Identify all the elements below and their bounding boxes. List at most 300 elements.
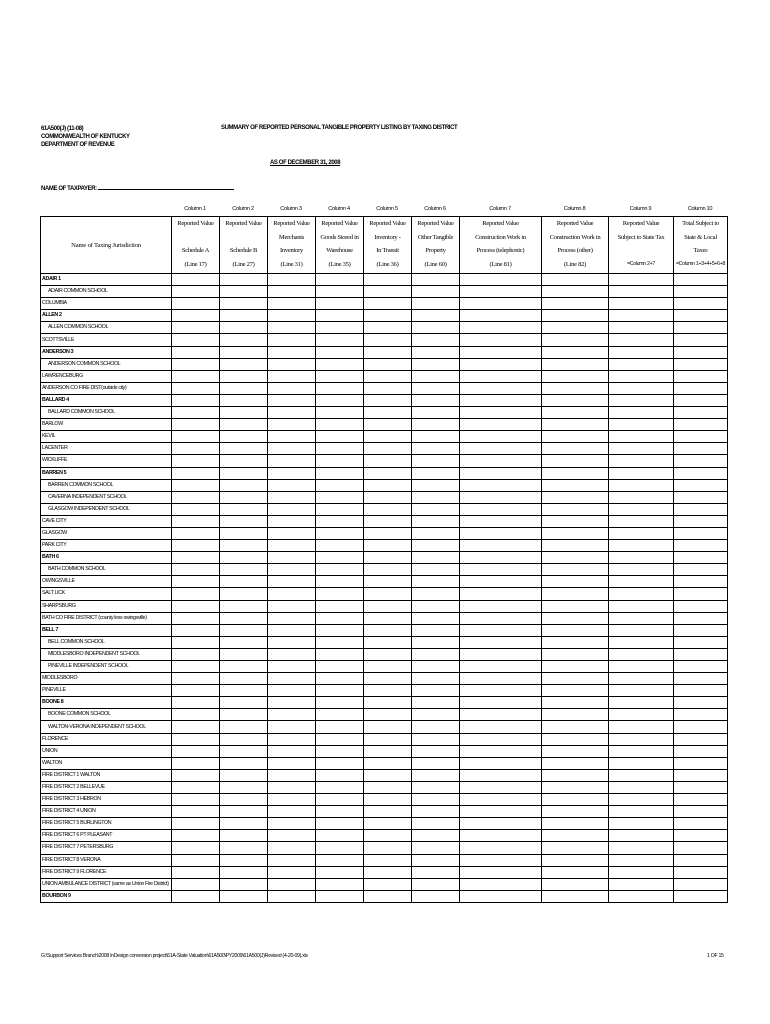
value-cell-col7[interactable] — [460, 431, 542, 443]
value-cell-col8[interactable] — [542, 576, 609, 588]
value-cell-col7[interactable] — [460, 382, 542, 394]
value-cell-col2[interactable] — [220, 527, 268, 539]
value-cell-col1[interactable] — [172, 564, 220, 576]
value-cell-col4[interactable] — [316, 661, 364, 673]
value-cell-col8[interactable] — [542, 491, 609, 503]
value-cell-col8[interactable] — [542, 830, 609, 842]
value-cell-col5[interactable] — [364, 358, 412, 370]
value-cell-col9[interactable] — [609, 612, 674, 624]
value-cell-col4[interactable] — [316, 890, 364, 902]
value-cell-col10[interactable] — [674, 455, 728, 467]
value-cell-col8[interactable] — [542, 431, 609, 443]
value-cell-col5[interactable] — [364, 431, 412, 443]
value-cell-col3[interactable] — [268, 370, 316, 382]
value-cell-col5[interactable] — [364, 854, 412, 866]
value-cell-col9[interactable] — [609, 818, 674, 830]
value-cell-col6[interactable] — [412, 685, 460, 697]
value-cell-col4[interactable] — [316, 673, 364, 685]
value-cell-col9[interactable] — [609, 310, 674, 322]
value-cell-col9[interactable] — [609, 491, 674, 503]
value-cell-col10[interactable] — [674, 322, 728, 334]
value-cell-col10[interactable] — [674, 794, 728, 806]
value-cell-col2[interactable] — [220, 636, 268, 648]
value-cell-col2[interactable] — [220, 358, 268, 370]
value-cell-col7[interactable] — [460, 286, 542, 298]
value-cell-col9[interactable] — [609, 721, 674, 733]
value-cell-col5[interactable] — [364, 890, 412, 902]
value-cell-col4[interactable] — [316, 769, 364, 781]
value-cell-col9[interactable] — [609, 407, 674, 419]
value-cell-col6[interactable] — [412, 624, 460, 636]
value-cell-col2[interactable] — [220, 334, 268, 346]
value-cell-col2[interactable] — [220, 721, 268, 733]
value-cell-col6[interactable] — [412, 540, 460, 552]
value-cell-col1[interactable] — [172, 527, 220, 539]
value-cell-col3[interactable] — [268, 733, 316, 745]
value-cell-col6[interactable] — [412, 298, 460, 310]
value-cell-col10[interactable] — [674, 540, 728, 552]
value-cell-col1[interactable] — [172, 781, 220, 793]
value-cell-col7[interactable] — [460, 685, 542, 697]
value-cell-col9[interactable] — [609, 564, 674, 576]
value-cell-col1[interactable] — [172, 540, 220, 552]
value-cell-col6[interactable] — [412, 358, 460, 370]
value-cell-col5[interactable] — [364, 479, 412, 491]
value-cell-col5[interactable] — [364, 636, 412, 648]
value-cell-col1[interactable] — [172, 806, 220, 818]
value-cell-col10[interactable] — [674, 407, 728, 419]
value-cell-col9[interactable] — [609, 854, 674, 866]
value-cell-col5[interactable] — [364, 794, 412, 806]
value-cell-col3[interactable] — [268, 842, 316, 854]
value-cell-col8[interactable] — [542, 588, 609, 600]
value-cell-col7[interactable] — [460, 443, 542, 455]
value-cell-col10[interactable] — [674, 552, 728, 564]
value-cell-col3[interactable] — [268, 286, 316, 298]
value-cell-col4[interactable] — [316, 346, 364, 358]
value-cell-col7[interactable] — [460, 540, 542, 552]
value-cell-col10[interactable] — [674, 491, 728, 503]
value-cell-col8[interactable] — [542, 527, 609, 539]
value-cell-col3[interactable] — [268, 334, 316, 346]
value-cell-col5[interactable] — [364, 334, 412, 346]
value-cell-col5[interactable] — [364, 310, 412, 322]
value-cell-col6[interactable] — [412, 407, 460, 419]
value-cell-col1[interactable] — [172, 431, 220, 443]
value-cell-col1[interactable] — [172, 455, 220, 467]
value-cell-col4[interactable] — [316, 794, 364, 806]
value-cell-col7[interactable] — [460, 721, 542, 733]
value-cell-col6[interactable] — [412, 818, 460, 830]
value-cell-col2[interactable] — [220, 467, 268, 479]
value-cell-col8[interactable] — [542, 455, 609, 467]
value-cell-col4[interactable] — [316, 818, 364, 830]
value-cell-col5[interactable] — [364, 673, 412, 685]
value-cell-col7[interactable] — [460, 322, 542, 334]
value-cell-col4[interactable] — [316, 286, 364, 298]
value-cell-col8[interactable] — [542, 745, 609, 757]
value-cell-col3[interactable] — [268, 818, 316, 830]
value-cell-col8[interactable] — [542, 854, 609, 866]
value-cell-col5[interactable] — [364, 757, 412, 769]
value-cell-col2[interactable] — [220, 431, 268, 443]
value-cell-col7[interactable] — [460, 624, 542, 636]
value-cell-col9[interactable] — [609, 673, 674, 685]
value-cell-col6[interactable] — [412, 431, 460, 443]
value-cell-col4[interactable] — [316, 467, 364, 479]
value-cell-col4[interactable] — [316, 358, 364, 370]
value-cell-col4[interactable] — [316, 382, 364, 394]
value-cell-col8[interactable] — [542, 612, 609, 624]
value-cell-col3[interactable] — [268, 382, 316, 394]
value-cell-col1[interactable] — [172, 794, 220, 806]
value-cell-col7[interactable] — [460, 515, 542, 527]
value-cell-col1[interactable] — [172, 274, 220, 286]
value-cell-col6[interactable] — [412, 419, 460, 431]
value-cell-col3[interactable] — [268, 274, 316, 286]
value-cell-col7[interactable] — [460, 854, 542, 866]
value-cell-col1[interactable] — [172, 310, 220, 322]
value-cell-col8[interactable] — [542, 673, 609, 685]
value-cell-col1[interactable] — [172, 286, 220, 298]
value-cell-col3[interactable] — [268, 600, 316, 612]
value-cell-col10[interactable] — [674, 382, 728, 394]
value-cell-col7[interactable] — [460, 358, 542, 370]
value-cell-col10[interactable] — [674, 661, 728, 673]
value-cell-col9[interactable] — [609, 298, 674, 310]
value-cell-col4[interactable] — [316, 842, 364, 854]
value-cell-col3[interactable] — [268, 310, 316, 322]
value-cell-col2[interactable] — [220, 673, 268, 685]
value-cell-col10[interactable] — [674, 479, 728, 491]
value-cell-col6[interactable] — [412, 745, 460, 757]
value-cell-col10[interactable] — [674, 576, 728, 588]
value-cell-col8[interactable] — [542, 648, 609, 660]
value-cell-col6[interactable] — [412, 274, 460, 286]
value-cell-col9[interactable] — [609, 781, 674, 793]
value-cell-col6[interactable] — [412, 757, 460, 769]
value-cell-col10[interactable] — [674, 866, 728, 878]
value-cell-col4[interactable] — [316, 394, 364, 406]
value-cell-col9[interactable] — [609, 709, 674, 721]
value-cell-col4[interactable] — [316, 576, 364, 588]
value-cell-col3[interactable] — [268, 515, 316, 527]
value-cell-col6[interactable] — [412, 721, 460, 733]
value-cell-col2[interactable] — [220, 540, 268, 552]
value-cell-col10[interactable] — [674, 624, 728, 636]
value-cell-col6[interactable] — [412, 769, 460, 781]
value-cell-col3[interactable] — [268, 322, 316, 334]
value-cell-col3[interactable] — [268, 709, 316, 721]
value-cell-col3[interactable] — [268, 661, 316, 673]
value-cell-col3[interactable] — [268, 455, 316, 467]
value-cell-col10[interactable] — [674, 346, 728, 358]
value-cell-col4[interactable] — [316, 648, 364, 660]
value-cell-col8[interactable] — [542, 479, 609, 491]
value-cell-col8[interactable] — [542, 818, 609, 830]
value-cell-col9[interactable] — [609, 346, 674, 358]
value-cell-col3[interactable] — [268, 540, 316, 552]
value-cell-col6[interactable] — [412, 697, 460, 709]
value-cell-col6[interactable] — [412, 322, 460, 334]
value-cell-col3[interactable] — [268, 745, 316, 757]
value-cell-col1[interactable] — [172, 878, 220, 890]
value-cell-col2[interactable] — [220, 697, 268, 709]
value-cell-col8[interactable] — [542, 733, 609, 745]
value-cell-col10[interactable] — [674, 757, 728, 769]
value-cell-col6[interactable] — [412, 515, 460, 527]
value-cell-col9[interactable] — [609, 685, 674, 697]
value-cell-col5[interactable] — [364, 697, 412, 709]
value-cell-col4[interactable] — [316, 419, 364, 431]
value-cell-col3[interactable] — [268, 419, 316, 431]
value-cell-col8[interactable] — [542, 709, 609, 721]
value-cell-col9[interactable] — [609, 515, 674, 527]
value-cell-col1[interactable] — [172, 636, 220, 648]
value-cell-col10[interactable] — [674, 600, 728, 612]
value-cell-col5[interactable] — [364, 866, 412, 878]
value-cell-col9[interactable] — [609, 274, 674, 286]
value-cell-col1[interactable] — [172, 588, 220, 600]
value-cell-col8[interactable] — [542, 310, 609, 322]
value-cell-col9[interactable] — [609, 745, 674, 757]
value-cell-col5[interactable] — [364, 491, 412, 503]
value-cell-col7[interactable] — [460, 709, 542, 721]
value-cell-col7[interactable] — [460, 612, 542, 624]
value-cell-col7[interactable] — [460, 866, 542, 878]
value-cell-col6[interactable] — [412, 588, 460, 600]
value-cell-col9[interactable] — [609, 661, 674, 673]
value-cell-col3[interactable] — [268, 685, 316, 697]
value-cell-col10[interactable] — [674, 878, 728, 890]
value-cell-col4[interactable] — [316, 540, 364, 552]
value-cell-col4[interactable] — [316, 757, 364, 769]
value-cell-col8[interactable] — [542, 346, 609, 358]
value-cell-col2[interactable] — [220, 854, 268, 866]
value-cell-col3[interactable] — [268, 479, 316, 491]
value-cell-col1[interactable] — [172, 322, 220, 334]
value-cell-col10[interactable] — [674, 697, 728, 709]
value-cell-col2[interactable] — [220, 661, 268, 673]
value-cell-col2[interactable] — [220, 781, 268, 793]
value-cell-col8[interactable] — [542, 503, 609, 515]
value-cell-col5[interactable] — [364, 648, 412, 660]
value-cell-col4[interactable] — [316, 866, 364, 878]
value-cell-col2[interactable] — [220, 588, 268, 600]
value-cell-col9[interactable] — [609, 382, 674, 394]
value-cell-col5[interactable] — [364, 769, 412, 781]
value-cell-col7[interactable] — [460, 842, 542, 854]
value-cell-col3[interactable] — [268, 394, 316, 406]
value-cell-col4[interactable] — [316, 721, 364, 733]
value-cell-col5[interactable] — [364, 576, 412, 588]
value-cell-col6[interactable] — [412, 648, 460, 660]
value-cell-col6[interactable] — [412, 491, 460, 503]
value-cell-col3[interactable] — [268, 588, 316, 600]
value-cell-col9[interactable] — [609, 455, 674, 467]
value-cell-col5[interactable] — [364, 878, 412, 890]
value-cell-col3[interactable] — [268, 697, 316, 709]
value-cell-col9[interactable] — [609, 890, 674, 902]
value-cell-col6[interactable] — [412, 842, 460, 854]
value-cell-col10[interactable] — [674, 769, 728, 781]
value-cell-col2[interactable] — [220, 298, 268, 310]
value-cell-col8[interactable] — [542, 685, 609, 697]
value-cell-col7[interactable] — [460, 636, 542, 648]
value-cell-col1[interactable] — [172, 491, 220, 503]
value-cell-col7[interactable] — [460, 600, 542, 612]
value-cell-col7[interactable] — [460, 794, 542, 806]
value-cell-col10[interactable] — [674, 781, 728, 793]
taxpayer-name-blank[interactable] — [98, 183, 234, 190]
value-cell-col5[interactable] — [364, 709, 412, 721]
value-cell-col2[interactable] — [220, 648, 268, 660]
value-cell-col2[interactable] — [220, 419, 268, 431]
value-cell-col7[interactable] — [460, 346, 542, 358]
value-cell-col2[interactable] — [220, 757, 268, 769]
value-cell-col9[interactable] — [609, 370, 674, 382]
value-cell-col5[interactable] — [364, 382, 412, 394]
value-cell-col7[interactable] — [460, 806, 542, 818]
value-cell-col6[interactable] — [412, 334, 460, 346]
value-cell-col6[interactable] — [412, 443, 460, 455]
value-cell-col3[interactable] — [268, 866, 316, 878]
value-cell-col8[interactable] — [542, 467, 609, 479]
value-cell-col1[interactable] — [172, 709, 220, 721]
value-cell-col9[interactable] — [609, 576, 674, 588]
value-cell-col4[interactable] — [316, 479, 364, 491]
value-cell-col3[interactable] — [268, 806, 316, 818]
value-cell-col10[interactable] — [674, 503, 728, 515]
value-cell-col9[interactable] — [609, 866, 674, 878]
value-cell-col1[interactable] — [172, 407, 220, 419]
value-cell-col8[interactable] — [542, 842, 609, 854]
value-cell-col6[interactable] — [412, 612, 460, 624]
value-cell-col9[interactable] — [609, 648, 674, 660]
value-cell-col10[interactable] — [674, 685, 728, 697]
value-cell-col10[interactable] — [674, 274, 728, 286]
value-cell-col9[interactable] — [609, 588, 674, 600]
value-cell-col2[interactable] — [220, 806, 268, 818]
value-cell-col1[interactable] — [172, 866, 220, 878]
value-cell-col7[interactable] — [460, 407, 542, 419]
value-cell-col9[interactable] — [609, 733, 674, 745]
value-cell-col2[interactable] — [220, 394, 268, 406]
value-cell-col7[interactable] — [460, 479, 542, 491]
value-cell-col5[interactable] — [364, 298, 412, 310]
value-cell-col8[interactable] — [542, 286, 609, 298]
value-cell-col9[interactable] — [609, 842, 674, 854]
value-cell-col8[interactable] — [542, 394, 609, 406]
value-cell-col1[interactable] — [172, 394, 220, 406]
value-cell-col1[interactable] — [172, 419, 220, 431]
value-cell-col4[interactable] — [316, 854, 364, 866]
value-cell-col8[interactable] — [542, 564, 609, 576]
value-cell-col9[interactable] — [609, 878, 674, 890]
value-cell-col6[interactable] — [412, 310, 460, 322]
value-cell-col3[interactable] — [268, 794, 316, 806]
value-cell-col2[interactable] — [220, 745, 268, 757]
value-cell-col10[interactable] — [674, 745, 728, 757]
value-cell-col8[interactable] — [542, 781, 609, 793]
value-cell-col6[interactable] — [412, 636, 460, 648]
value-cell-col2[interactable] — [220, 794, 268, 806]
value-cell-col1[interactable] — [172, 467, 220, 479]
value-cell-col1[interactable] — [172, 685, 220, 697]
value-cell-col10[interactable] — [674, 394, 728, 406]
value-cell-col10[interactable] — [674, 842, 728, 854]
value-cell-col8[interactable] — [542, 757, 609, 769]
value-cell-col10[interactable] — [674, 806, 728, 818]
value-cell-col6[interactable] — [412, 854, 460, 866]
value-cell-col8[interactable] — [542, 890, 609, 902]
value-cell-col7[interactable] — [460, 818, 542, 830]
value-cell-col2[interactable] — [220, 600, 268, 612]
value-cell-col9[interactable] — [609, 540, 674, 552]
value-cell-col7[interactable] — [460, 394, 542, 406]
value-cell-col5[interactable] — [364, 370, 412, 382]
value-cell-col1[interactable] — [172, 552, 220, 564]
value-cell-col10[interactable] — [674, 370, 728, 382]
value-cell-col6[interactable] — [412, 552, 460, 564]
value-cell-col3[interactable] — [268, 830, 316, 842]
value-cell-col4[interactable] — [316, 527, 364, 539]
value-cell-col1[interactable] — [172, 818, 220, 830]
value-cell-col8[interactable] — [542, 540, 609, 552]
value-cell-col4[interactable] — [316, 370, 364, 382]
value-cell-col9[interactable] — [609, 552, 674, 564]
value-cell-col6[interactable] — [412, 467, 460, 479]
value-cell-col1[interactable] — [172, 733, 220, 745]
value-cell-col10[interactable] — [674, 564, 728, 576]
value-cell-col1[interactable] — [172, 479, 220, 491]
value-cell-col1[interactable] — [172, 830, 220, 842]
value-cell-col3[interactable] — [268, 564, 316, 576]
value-cell-col10[interactable] — [674, 612, 728, 624]
value-cell-col6[interactable] — [412, 576, 460, 588]
value-cell-col4[interactable] — [316, 334, 364, 346]
value-cell-col10[interactable] — [674, 431, 728, 443]
value-cell-col10[interactable] — [674, 358, 728, 370]
value-cell-col5[interactable] — [364, 552, 412, 564]
value-cell-col4[interactable] — [316, 310, 364, 322]
value-cell-col5[interactable] — [364, 830, 412, 842]
value-cell-col9[interactable] — [609, 830, 674, 842]
value-cell-col6[interactable] — [412, 564, 460, 576]
value-cell-col4[interactable] — [316, 709, 364, 721]
value-cell-col4[interactable] — [316, 503, 364, 515]
value-cell-col4[interactable] — [316, 407, 364, 419]
value-cell-col2[interactable] — [220, 818, 268, 830]
value-cell-col1[interactable] — [172, 673, 220, 685]
value-cell-col3[interactable] — [268, 673, 316, 685]
value-cell-col8[interactable] — [542, 878, 609, 890]
value-cell-col3[interactable] — [268, 527, 316, 539]
value-cell-col5[interactable] — [364, 661, 412, 673]
value-cell-col10[interactable] — [674, 818, 728, 830]
value-cell-col9[interactable] — [609, 467, 674, 479]
value-cell-col7[interactable] — [460, 310, 542, 322]
value-cell-col2[interactable] — [220, 382, 268, 394]
value-cell-col10[interactable] — [674, 636, 728, 648]
value-cell-col7[interactable] — [460, 564, 542, 576]
value-cell-col8[interactable] — [542, 274, 609, 286]
value-cell-col10[interactable] — [674, 310, 728, 322]
value-cell-col4[interactable] — [316, 322, 364, 334]
value-cell-col7[interactable] — [460, 781, 542, 793]
value-cell-col2[interactable] — [220, 479, 268, 491]
value-cell-col9[interactable] — [609, 600, 674, 612]
